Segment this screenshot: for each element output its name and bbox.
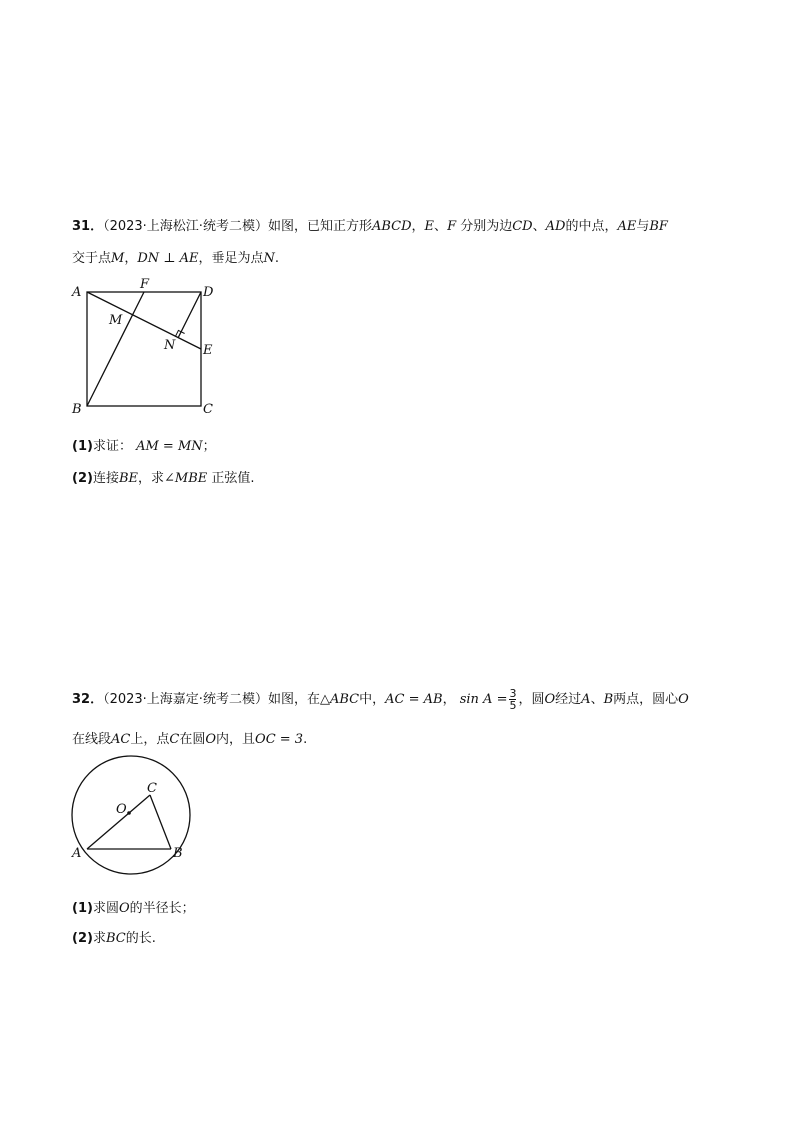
text: 正弦值. <box>207 471 255 486</box>
text: 的中点， <box>565 219 618 234</box>
math: CD <box>512 219 533 234</box>
math: O <box>544 692 556 707</box>
text: ， <box>124 251 138 266</box>
label-n: N <box>164 338 176 353</box>
text: 内，且 <box>216 732 256 747</box>
text: 求 <box>92 931 106 946</box>
numerator: 3 <box>509 687 517 700</box>
text: 、 <box>532 219 546 234</box>
math: AM = MN <box>136 439 203 454</box>
math: AC <box>111 732 131 747</box>
math: △ABC <box>319 692 360 707</box>
text: 、 <box>590 692 604 707</box>
math: ABCD <box>371 219 412 234</box>
math: BE <box>118 471 138 486</box>
text: 如图，在 <box>267 692 320 707</box>
text: 如图，已知正方形 <box>267 219 372 234</box>
label-o: O <box>116 802 127 817</box>
text: 、 <box>434 219 448 234</box>
math: M <box>111 251 125 266</box>
center-o-dot <box>127 811 131 815</box>
text: 与 <box>636 219 650 234</box>
label-c: C <box>147 781 157 796</box>
label-f: F <box>140 277 150 292</box>
text: 的长. <box>125 931 156 946</box>
text: . <box>303 732 308 747</box>
label-b: B <box>72 402 82 417</box>
q32-part-1 <box>72 900 195 918</box>
text: 在线段 <box>72 732 112 747</box>
text: ； <box>202 439 216 454</box>
math: B <box>603 692 614 707</box>
label-c: C <box>203 402 213 417</box>
label-e: E <box>203 343 213 358</box>
text: 交于点 <box>72 251 112 266</box>
math: OC = 3 <box>255 732 304 747</box>
text: ，求 <box>138 471 165 486</box>
label-a: A <box>72 285 82 300</box>
math: N <box>263 251 275 266</box>
text: 中， <box>359 692 386 707</box>
math: ∠MBE <box>164 471 208 486</box>
math: BC <box>105 931 126 946</box>
segment-cb <box>150 795 171 849</box>
math: O <box>205 732 217 747</box>
q32-part-2 <box>72 930 156 948</box>
text: 两点，圆心 <box>613 692 679 707</box>
q32-source: （2023·上海嘉定·统考二模） <box>103 692 268 707</box>
text: 的半径长； <box>129 901 195 916</box>
math: sin A = <box>459 692 508 707</box>
text: 上，点 <box>130 732 170 747</box>
math: A <box>581 692 591 707</box>
text: . <box>274 251 280 266</box>
label-d: D <box>203 285 214 300</box>
q31-source: （2023·上海松江·统考二模） <box>103 219 268 234</box>
math: E <box>424 219 435 234</box>
text: 在圆 <box>179 732 206 747</box>
math: AD <box>545 219 566 234</box>
text: ， <box>442 692 456 707</box>
text: 求圆 <box>92 901 119 916</box>
denominator: 5 <box>509 699 517 712</box>
text: ，垂足为点 <box>198 251 264 266</box>
label-b: B <box>173 846 183 861</box>
q32-number: 32． <box>72 692 104 707</box>
text: 分别为边 <box>456 219 513 234</box>
part-number: (1) <box>72 901 93 916</box>
math: F <box>447 219 457 234</box>
math: AE <box>617 219 637 234</box>
text: ，圆 <box>518 692 545 707</box>
label-a: A <box>72 846 82 861</box>
math: DN ⊥ AE <box>137 251 199 266</box>
text: 连接 <box>92 471 119 486</box>
text: ， <box>411 219 425 234</box>
part-number: (1) <box>72 439 93 454</box>
math: O <box>118 901 130 916</box>
q31-number: 31． <box>72 219 104 234</box>
text: 经过 <box>555 692 582 707</box>
math: AC = AB <box>385 692 443 707</box>
part-number: (2) <box>72 931 93 946</box>
math: BF <box>649 219 668 234</box>
text: 求证： <box>92 439 132 454</box>
label-m: M <box>109 313 123 328</box>
part-number: (2) <box>72 471 93 486</box>
math: O <box>678 692 689 707</box>
math: C <box>169 732 180 747</box>
